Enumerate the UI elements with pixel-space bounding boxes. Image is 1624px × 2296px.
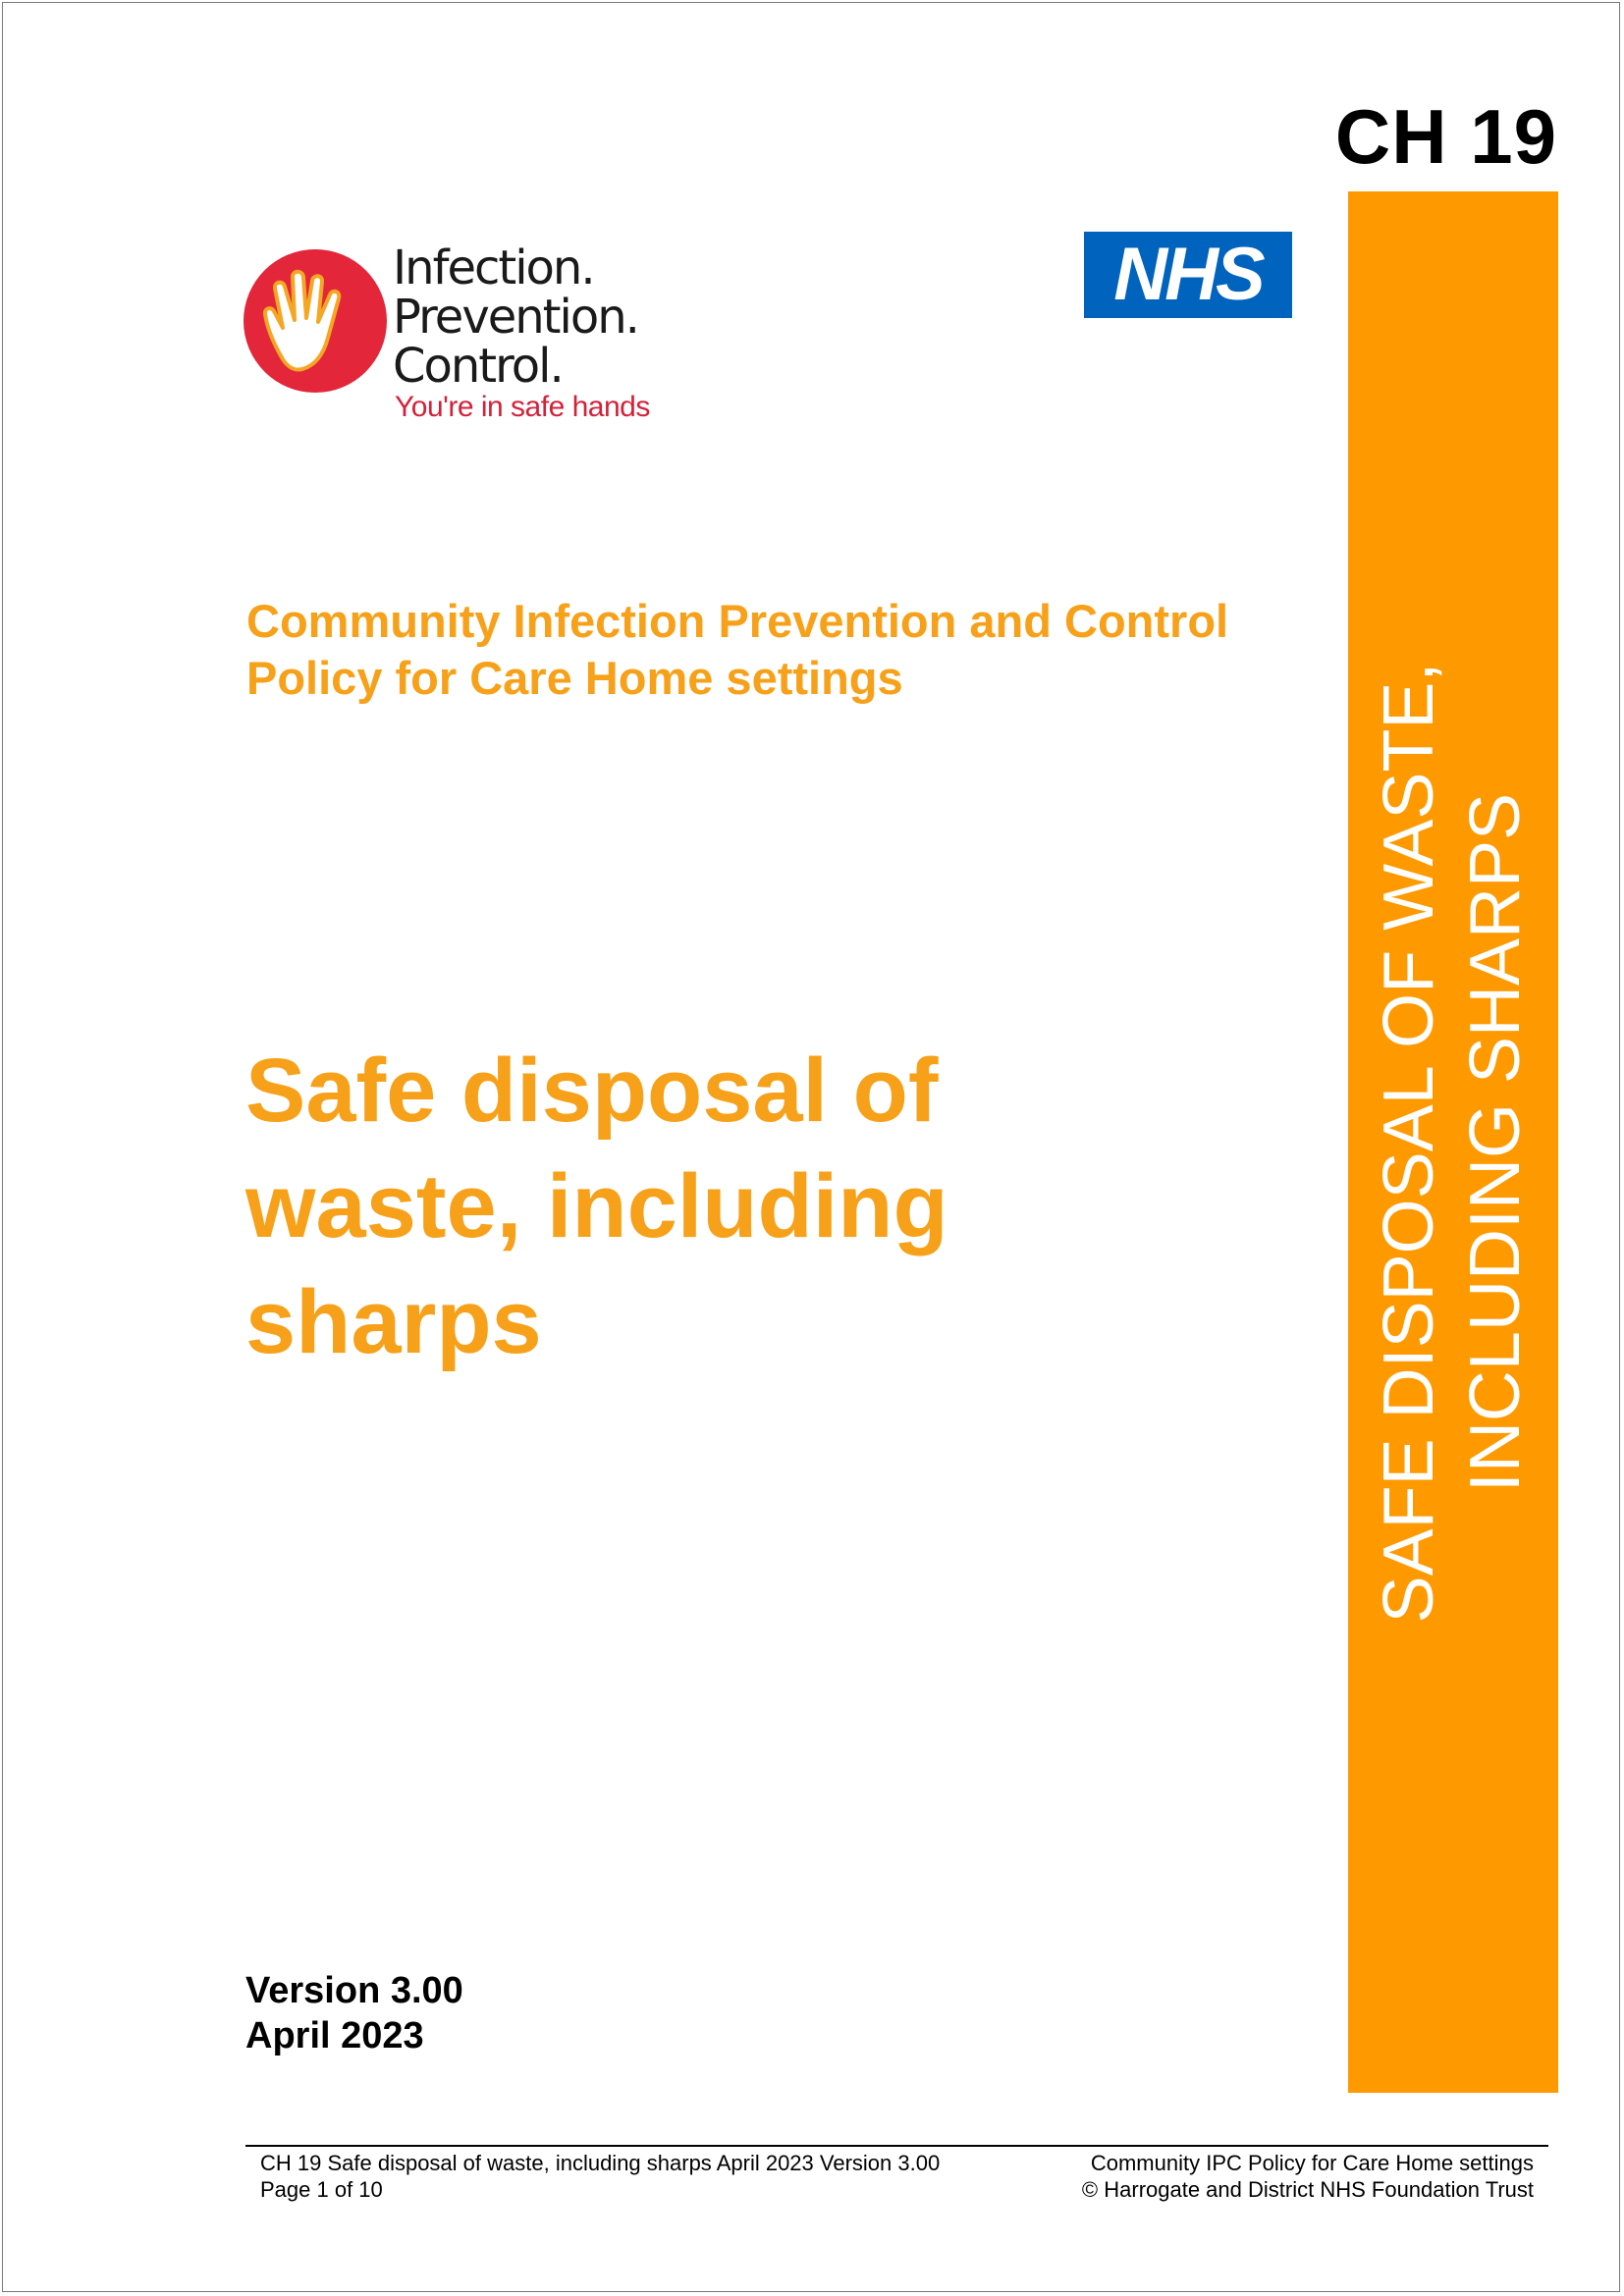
footer-policy-name: Community IPC Policy for Care Home settings [1090,2151,1534,2175]
version-block [245,1968,463,2058]
footer-page-number: Page 1 of 10 [260,2177,383,2202]
ipc-word-infection: Infection. [393,240,594,295]
title-line-3: sharps [245,1272,542,1372]
footer-divider [245,2145,1548,2147]
side-band-text [1367,210,1540,2075]
side-band [1348,191,1558,2093]
ipc-wordmark [393,240,638,394]
side-band-line-1: SAFE DISPOSAL OF WASTE, [1370,662,1449,1623]
footer-copyright: © Harrogate and District NHS Foundation Trust [1081,2177,1534,2202]
side-band-line-2: INCLUDING SHARPS [1456,792,1535,1492]
ipc-tagline: You're in safe hands [395,391,650,423]
nhs-logo-text: NHS [1113,233,1263,316]
title-line-1: Safe disposal of [245,1041,939,1141]
subtitle-line-2: Policy for Care Home settings [246,652,903,704]
document-subtitle [246,593,1228,707]
chapter-label: CH 19 [1334,93,1557,180]
footer-document-ref: CH 19 Safe disposal of waste, including sharps April 2023 Version 3.00 [260,2151,941,2175]
version-date: April 2023 [245,2015,424,2056]
ipc-word-control: Control. [393,339,563,394]
hand-icon [244,249,387,393]
nhs-logo [1084,232,1292,318]
document-title [245,1033,948,1380]
title-line-2: waste, including [245,1156,948,1256]
footer-right [1082,2150,1534,2203]
footer-left [260,2150,940,2203]
subtitle-line-1: Community Infection Prevention and Control [246,595,1229,647]
ipc-logo [244,240,685,430]
ipc-word-prevention: Prevention. [393,290,638,345]
version-number: Version 3.00 [245,1970,463,2011]
